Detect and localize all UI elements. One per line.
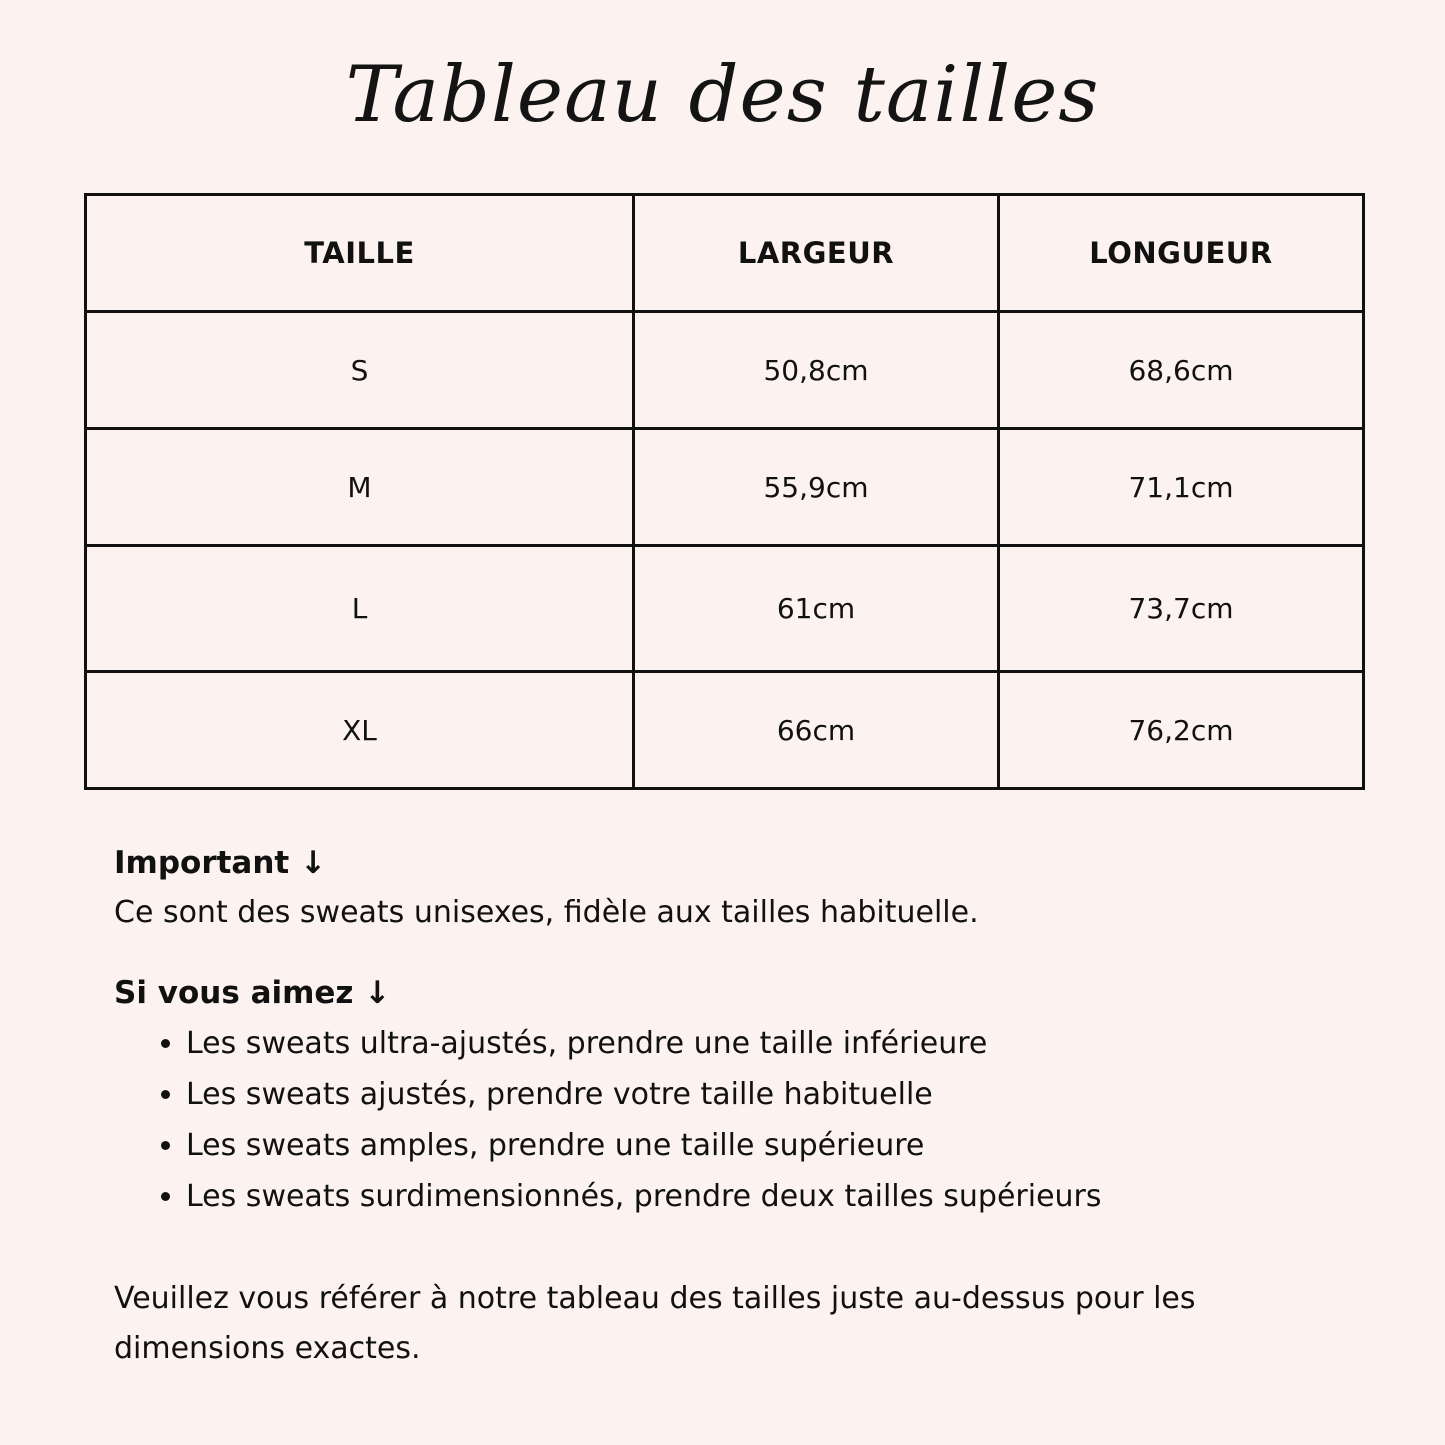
table-row — [86, 672, 1364, 789]
preferences-heading: Si vous aimez ↓ — [114, 975, 391, 1011]
size-chart-table — [84, 193, 1365, 790]
important-heading: Important ↓ — [114, 845, 327, 881]
table-header-row — [86, 195, 1364, 312]
header-longueur: LONGUEUR — [999, 195, 1364, 312]
list-item: • Les sweats surdimensionnés, prendre deux tailles supérieurs — [186, 1171, 1344, 1222]
cell-size: XL — [86, 672, 634, 789]
cell-length: 71,1cm — [999, 429, 1364, 546]
table-row — [86, 429, 1364, 546]
cell-size: S — [86, 312, 634, 429]
table-row — [86, 312, 1364, 429]
list-item: • Les sweats ultra-ajustés, prendre une taille inférieure — [186, 1018, 1344, 1069]
list-item: • Les sweats ajustés, prendre votre taille habituelle — [186, 1069, 1344, 1120]
size-notes — [114, 838, 1344, 1374]
cell-width: 55,9cm — [634, 429, 999, 546]
cell-size: M — [86, 429, 634, 546]
cell-length: 76,2cm — [999, 672, 1364, 789]
cell-length: 68,6cm — [999, 312, 1364, 429]
header-taille: TAILLE — [86, 195, 634, 312]
cell-size: L — [86, 546, 634, 672]
cell-width: 66cm — [634, 672, 999, 789]
cell-length: 73,7cm — [999, 546, 1364, 672]
table-row — [86, 546, 1364, 672]
important-text: Ce sont des sweats unisexes, fidèle aux tailles habituelle. — [114, 895, 979, 930]
cell-width: 61cm — [634, 546, 999, 672]
page-title: Tableau des tailles — [345, 50, 1100, 140]
header-largeur: LARGEUR — [634, 195, 999, 312]
list-item: • Les sweats amples, prendre une taille supérieure — [186, 1120, 1344, 1171]
cell-width: 50,8cm — [634, 312, 999, 429]
footer-note: Veuillez vous référer à notre tableau des tailles juste au-dessus pour les dimensions exactes. — [114, 1281, 1196, 1366]
preferences-list — [114, 1018, 1344, 1222]
